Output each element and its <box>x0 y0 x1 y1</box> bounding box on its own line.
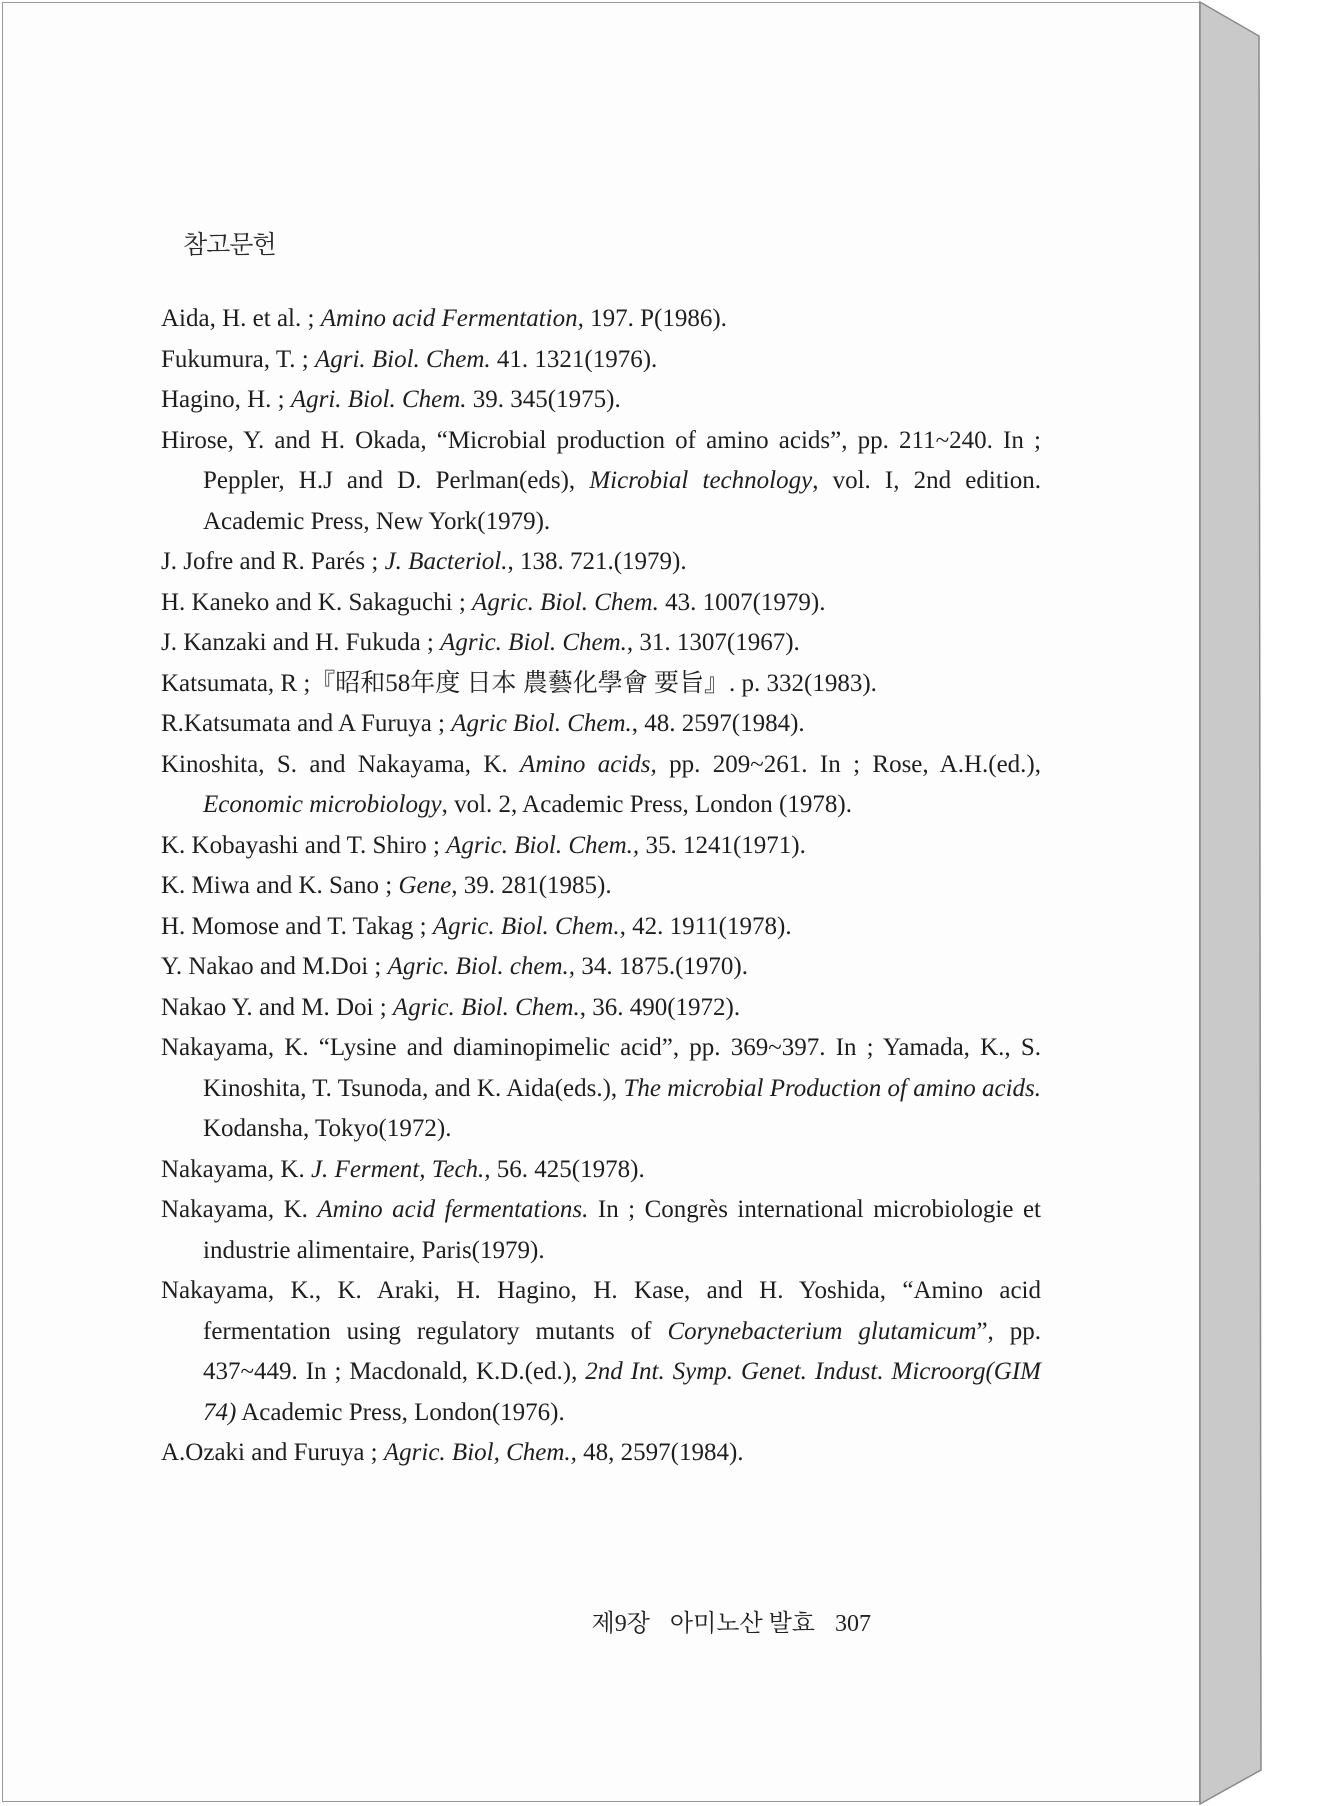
reference-entry <box>161 1150 1041 1191</box>
reference-text: Katsumata, R ;『昭和58年度 日本 農藝化學會 要旨』. p. 332(1983). <box>161 669 877 697</box>
reference-italic-text: Amino acid Fermentation, <box>320 305 584 332</box>
reference-text: Fukumura, T. ; <box>161 345 315 373</box>
reference-italic-text: Corynebacterium glutamicum <box>667 1317 977 1345</box>
reference-text: Nakayama, K. <box>161 1196 318 1223</box>
reference-italic-text: Economic microbiology <box>203 791 442 818</box>
reference-text: 31. 1307(1967). <box>633 629 800 656</box>
reference-text: H. Momose and T. Takag ; <box>161 912 433 940</box>
reference-italic-text: Gene, <box>398 872 458 899</box>
reference-italic-text: Agric. Biol. Chem., <box>446 831 640 859</box>
reference-italic-text: Agri. Biol. Chem. <box>290 386 467 413</box>
reference-italic-text: Amino acid fermentations. <box>317 1196 589 1223</box>
reference-text: Nakayama, K. “Lysine and diaminopimelic acid”, pp. 369~397. In ; Yamada, K., S. Kinoshita, T. Tsunoda, and K. Aida(eds.), <box>161 1034 1041 1102</box>
reference-text: , vol. 2, Academic Press, London (1978). <box>441 791 852 818</box>
reference-entry <box>161 340 1041 381</box>
book-page <box>2 2 1200 1802</box>
reference-italic-text: Agri. Biol. Chem. <box>314 345 491 373</box>
reference-text: , 48. 2597(1984). <box>631 710 805 737</box>
reference-italic-text: J. Bacteriol. <box>384 548 508 575</box>
reference-entry <box>161 583 1041 624</box>
reference-italic-text: Agric. Biol. chem., <box>387 953 576 980</box>
reference-text: 39. 281(1985). <box>457 872 612 899</box>
reference-entry <box>161 988 1041 1029</box>
reference-text: 56. 425(1978). <box>490 1155 645 1183</box>
reference-text: J. Kanzaki and H. Fukuda ; <box>161 629 441 656</box>
reference-entry <box>161 1028 1041 1150</box>
reference-entry <box>161 1433 1041 1474</box>
reference-italic-text: Agric Biol. Chem. <box>451 710 632 737</box>
reference-text: 35. 1241(1971). <box>639 831 806 859</box>
reference-text: J. Jofre and R. Parés ; <box>161 548 385 575</box>
reference-entry <box>161 947 1041 988</box>
reference-text: , 36. 490(1972). <box>579 993 741 1021</box>
reference-text: 197. P(1986). <box>583 305 727 332</box>
reference-italic-text: Agric. Biol. Chem., <box>432 912 626 940</box>
reference-text: 43. 1007(1979). <box>658 588 826 616</box>
reference-italic-text: J. Ferment, Tech., <box>310 1155 491 1183</box>
chapter-label: 제9장 <box>591 1611 650 1637</box>
reference-entry <box>161 623 1041 664</box>
reference-entry <box>161 380 1041 421</box>
reference-text: 48, 2597(1984). <box>576 1439 744 1466</box>
reference-italic-text: Amino acids, <box>520 750 657 778</box>
reference-italic-text: 2nd Int. Symp. Genet. Indust. Microorg(GIM 74) <box>203 1358 1041 1426</box>
reference-entry <box>161 421 1041 543</box>
reference-text: Nakayama, K. <box>161 1155 311 1183</box>
reference-entry <box>161 1271 1041 1433</box>
reference-text: pp. 209~261. In ; Rose, A.H.(ed.), <box>656 750 1041 778</box>
section-heading: 참고문헌 <box>183 230 276 259</box>
reference-entry <box>161 542 1041 583</box>
reference-italic-text: Microbial technology <box>589 467 813 494</box>
reference-entry <box>161 826 1041 867</box>
page-footer <box>578 1603 871 1638</box>
reference-italic-text: Agric. Biol. Chem., <box>440 629 634 656</box>
reference-entry <box>161 299 1041 340</box>
reference-italic-text: The microbial Production of amino acids. <box>623 1074 1042 1102</box>
reference-italic-text: Agric. Biol, Chem., <box>383 1439 577 1466</box>
reference-text: Hirose, Y. and H. Okada, “Microbial production of amino acids”, pp. 211~240. In ; Peppler, H.J and D. Perlman(eds), <box>161 426 1041 494</box>
reference-text: K. Miwa and K. Sano ; <box>161 872 399 899</box>
page-number: 307 <box>835 1611 871 1637</box>
reference-list <box>161 299 1041 1474</box>
reference-text: 34. 1875.(1970). <box>575 953 748 980</box>
reference-text: Kinoshita, S. and Nakayama, K. <box>161 750 521 778</box>
reference-text: R.Katsumata and A Furuya ; <box>161 710 452 737</box>
reference-text: 39. 345(1975). <box>466 386 621 413</box>
reference-text: Hagino, H. ; <box>161 386 291 413</box>
reference-text: ”, pp. 437~449. In ; Macdonald, K.D.(ed.), <box>203 1317 1041 1385</box>
chapter-title: 아미노산 발효 <box>669 1611 815 1637</box>
reference-entry <box>161 745 1041 826</box>
reference-text: Y. Nakao and M.Doi ; <box>161 953 388 980</box>
reference-text: H. Kaneko and K. Sakaguchi ; <box>161 588 473 616</box>
reference-text: , vol. I, 2nd edition. Academic Press, New York(1979). <box>203 467 1041 535</box>
reference-text: K. Kobayashi and T. Shiro ; <box>161 831 447 859</box>
reference-text: 42. 1911(1978). <box>625 912 792 940</box>
reference-entry <box>161 1190 1041 1271</box>
reference-text: Nakao Y. and M. Doi ; <box>161 993 393 1021</box>
reference-entry <box>161 907 1041 948</box>
reference-text: Aida, H. et al. ; <box>161 305 321 332</box>
reference-text: Nakayama, K., K. Araki, H. Hagino, H. Kase, and H. Yoshida, “Amino acid fermentation using regulatory mutants of <box>161 1277 1041 1345</box>
reference-entry <box>161 866 1041 907</box>
reference-text: In ; Congrès international microbiologie et industrie alimentaire, Paris(1979). <box>203 1196 1041 1264</box>
reference-text: A.Ozaki and Furuya ; <box>161 1439 384 1466</box>
reference-italic-text: Agric. Biol. Chem. <box>472 588 659 616</box>
reference-text: 41. 1321(1976). <box>490 345 658 373</box>
reference-entry <box>161 704 1041 745</box>
reference-italic-text: Agric. Biol. Chem. <box>392 993 580 1021</box>
page-edge <box>1199 0 1334 1806</box>
reference-text: Academic Press, London(1976). <box>236 1398 565 1426</box>
reference-text: , 138. 721.(1979). <box>507 548 687 575</box>
reference-entry <box>161 664 1041 705</box>
reference-text: Kodansha, Tokyo(1972). <box>203 1115 452 1142</box>
